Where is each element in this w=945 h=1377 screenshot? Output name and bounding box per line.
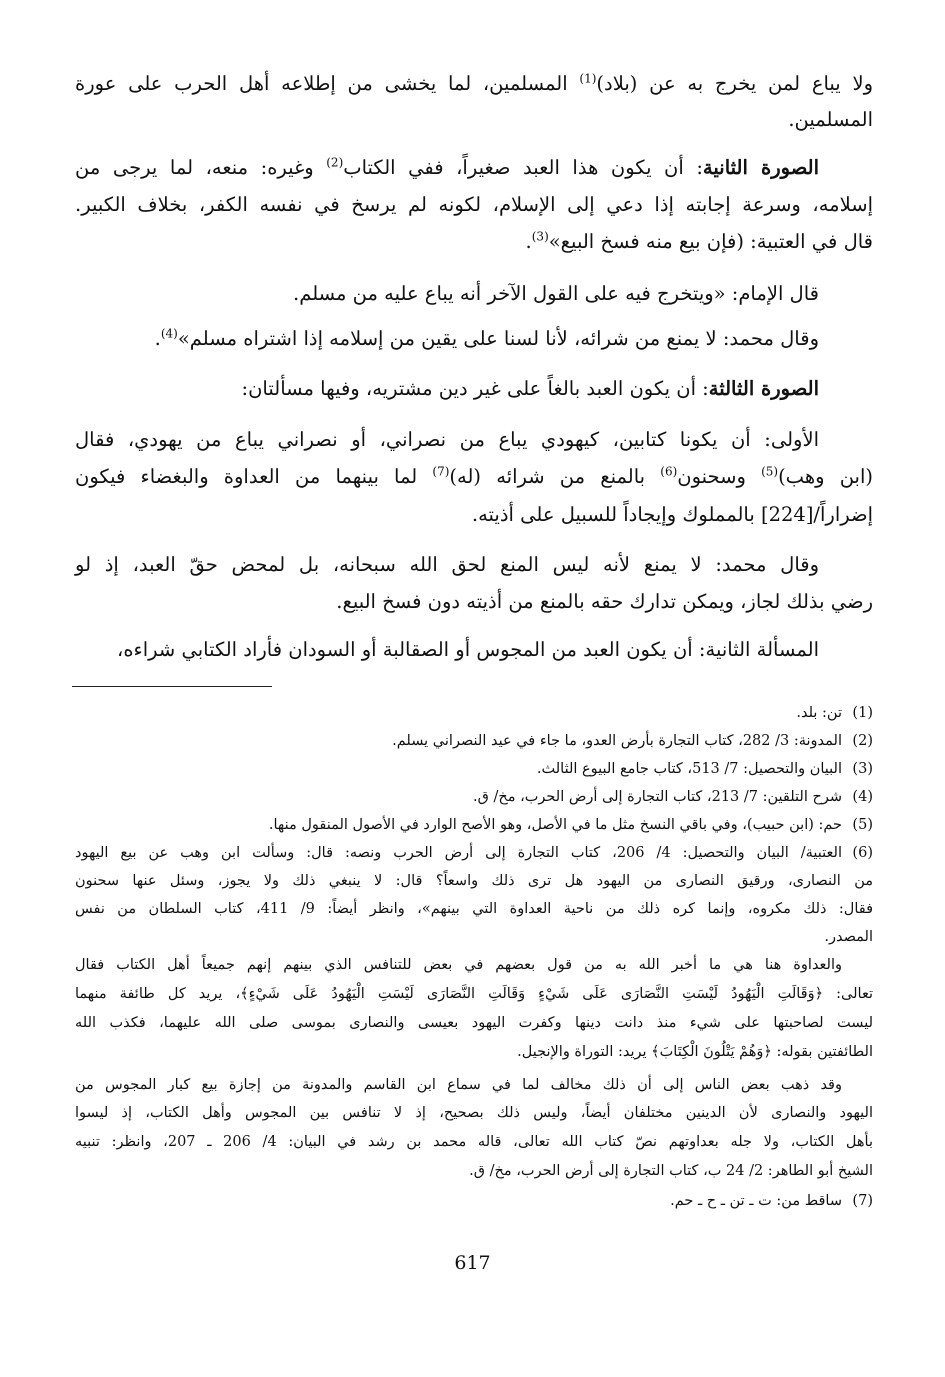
footnote-text: البيان والتحصيل: 7/ 513، كتاب جامع البيوع الثالث. <box>536 761 842 777</box>
footnote-text: المدونة: 3/ 282، كتاب التجارة بأرض العدو، ما جاء في عيد النصراني يسلم. <box>392 733 842 749</box>
footnote-number: (1) <box>852 705 873 721</box>
footnote-text: وقد ذهب بعض الناس إلى أن ذلك مخالف لما في سماع ابن القاسم والمدونة من إجازة بيع كبار المجوس من <box>75 1077 842 1093</box>
body-line: إضراراً/[224] بالمملوك وإيجاداً للسبيل على أذيته. <box>471 503 873 526</box>
body-line: إسلامه، وسرعة إجابته إذا دعي إلى الإسلام، لكونه لم يرسخ في نفسه الكفر، بخلاف الكبير. <box>75 193 873 216</box>
footnote-ref[interactable]: (1) <box>579 71 597 86</box>
body-line: الأولى: أن يكونا كتابين، كيهودي يباع من نصراني، أو نصراني يباع من يهودي، فقال <box>75 428 819 451</box>
footnote-text: بأهل الكتاب، ولا جله بعداوتهم نصّ كتاب الله تعالى، قاله محمد بن رشد في البيان: 4/ 206 ـ 207، وانظر: تنبيه <box>75 1134 873 1150</box>
body-line: المسلمين. <box>788 108 873 131</box>
footnote-ref[interactable]: (3) <box>531 229 549 244</box>
footnote-text: المصدر. <box>824 929 873 945</box>
footnote-text: الطائفتين بقوله: ﴿وَهُمْ يَتْلُونَ الْكِتَابَ﴾ يريد: التوراة والإنجيل. <box>517 1044 873 1060</box>
footnote-text: الشيخ أبو الطاهر: 2/ 24 ب، كتاب التجارة إلى أرض الحرب، مخ/ ق. <box>469 1163 873 1179</box>
footnote-text: حم: (ابن حبيب)، وفي باقي النسخ مثل ما في الأصل، وهو الأصح الوارد في الأصول المنقول منها. <box>268 817 842 833</box>
body-line: وقال محمد: لا يمنع من شرائه، لأنا لسنا على يقين من إسلامه إذا اشتراه مسلم»$^{(4)}$. <box>154 326 819 350</box>
footnote-text: من النصارى، ورقيق النصارى من اليهود هل ترى ذلك واسعاً؟ قال: لا ينبغي ذلك ولا يجوز، وسئل عنها سحنون <box>75 873 873 889</box>
footnote-text: تن: بلد. <box>796 705 842 721</box>
footnote-ref[interactable]: (6) <box>660 464 678 479</box>
footnote-text: العتبية/ البيان والتحصيل: 4/ 206، كتاب التجارة إلى أرض الحرب ونصه: قال: وسألت ابن وهب عن بيع اليهود <box>75 845 842 861</box>
footnote-ref[interactable]: (2) <box>326 155 344 170</box>
footnote-ref[interactable]: (4) <box>160 326 178 341</box>
body-line: ولا يباع لمن يخرج به عن (بلاد)$^{(1)}$ المسلمين، لما يخشى من إطلاعه أهل الحرب على عورة <box>75 71 873 95</box>
footnote-text: ليست لصاحبتها على شيء منذ دانت دينها وكفرت اليهود بعيسى والنصارى بموسى صلى الله عليهما، فكذب الله <box>75 1015 873 1031</box>
footnote-text: والعداوة هنا هي ما أخبر الله به من قول بعضهم في بعض للتنافس الذي بينهم إنهم جميعاً أهل الكتاب فقال <box>75 957 842 973</box>
footnote-number: (5) <box>852 817 873 833</box>
section-heading: الصورة الثالثة <box>708 377 819 400</box>
footnote-number: (3) <box>852 761 873 777</box>
footnote-ref[interactable]: (5) <box>761 464 779 479</box>
footnote-number: (6) <box>852 845 873 861</box>
body-line: الصورة الثانية: أن يكون هذا العبد صغيراً، ففي الكتاب$^{(2)}$ وغيره: منعه، لما يرجى من <box>75 155 819 179</box>
footnote-text: تعالى: ﴿وَقَالَتِ الْيَهُودُ لَيْسَتِ النَّصَارَى عَلَى شَيْءٍ وَقَالَتِ النَّصَارَى لَيْسَتِ الْيَهُودُ عَلَى شَيْءٍ﴾، يريد كل طائفة منهما <box>75 986 873 1002</box>
footnote-ref[interactable]: (7) <box>432 464 450 479</box>
footnote-number: (2) <box>852 733 873 749</box>
footnote-number: (4) <box>852 789 873 805</box>
body-line: رضي بذلك لجاز، ويمكن تدارك حقه بالمنع من أذيته دون فسخ البيع. <box>336 590 873 613</box>
body-line: قال الإمام: «ويتخرج فيه على القول الآخر أنه يباع عليه من مسلم. <box>293 282 819 305</box>
footnote-divider <box>72 686 272 687</box>
footnote-text: فقال: ذلك مكروه، وإنما كره ذلك من ناحية العداوة التي بينهم»، وانظر أيضاً: 9/ 411، كتاب السلطان من نفس <box>75 901 873 917</box>
body-line: وقال محمد: لا يمنع لأنه ليس المنع لحق الله سبحانه، بل لمحض حقّ العبد، إذ لو <box>75 553 819 576</box>
section-heading: الصورة الثانية <box>702 156 819 179</box>
body-line: المسألة الثانية: أن يكون العبد من المجوس أو الصقالبة أو السودان فأراد الكتابي شراءه، <box>117 638 819 661</box>
footnote-text: ساقط من: ت ـ تن ـ ح ـ حم. <box>670 1193 842 1209</box>
body-line: قال في العتبية: (فإن بيع منه فسخ البيع»$^{(3)}$. <box>525 229 873 253</box>
footnote-number: (7) <box>852 1193 873 1209</box>
page-number: 617 <box>454 1252 491 1274</box>
footnote-text: شرح التلقين: 7/ 213، كتاب التجارة إلى أرض الحرب، مخ/ ق. <box>473 789 842 805</box>
footnote-text: اليهود والنصارى لأن الدينين مختلفان أيضاً، وليس ذلك بصحيح، إذ لا تنافس بين المجوس وأهل الكتاب، إذ ليسوا <box>75 1105 873 1121</box>
body-line: (ابن وهب)$^{(5)}$ وسحنون$^{(6)}$ بالمنع من شرائه (له)$^{(7)}$ لما بينهما من العداوة والبغضاء فيكون <box>75 464 874 488</box>
body-line: الصورة الثالثة: أن يكون العبد بالغاً على غير دين مشتريه، وفيها مسألتان: <box>241 377 819 400</box>
